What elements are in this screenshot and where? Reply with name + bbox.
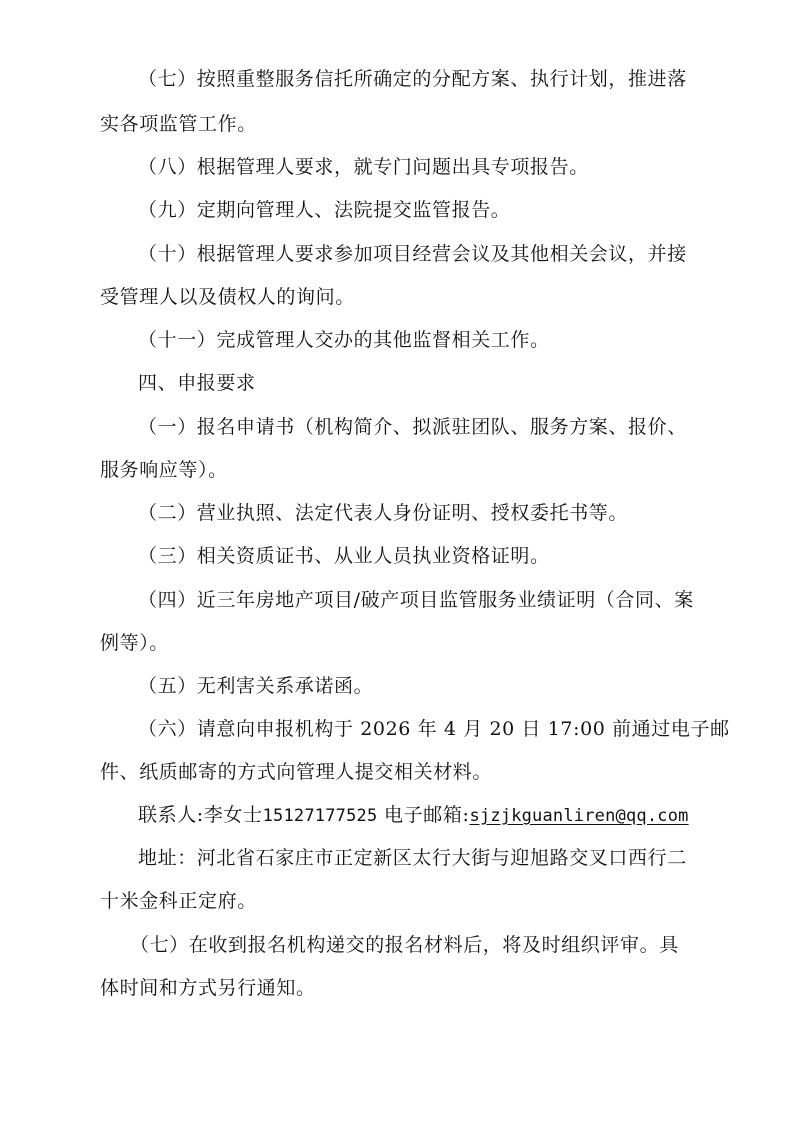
paragraph-line: （十一）完成管理人交办的其他监督相关工作。 <box>138 329 550 351</box>
paragraph-line: （七）按照重整服务信托所确定的分配方案、执行计划，推进落 <box>138 68 687 90</box>
paragraph-line: 实各项监管工作。 <box>100 113 257 135</box>
paragraph-line: （六）请意向申报机构于 2026 年 4 月 20 日 17:00 前通过电子邮 <box>138 718 730 740</box>
address-line: 十米金科正定府。 <box>100 890 257 912</box>
contact-line <box>138 802 689 829</box>
paragraph-line: （一）报名申请书（机构简介、拟派驻团队、服务方案、报价、 <box>138 416 687 438</box>
paragraph-line: （二）营业执照、法定代表人身份证明、授权委托书等。 <box>138 502 629 524</box>
paragraph-line: （五）无利害关系承诺函。 <box>138 675 374 697</box>
paragraph-line: （四）近三年房地产项目/破产项目监管服务业绩证明（合同、案 <box>138 589 694 611</box>
paragraph-line: （十）根据管理人要求参加项目经营会议及其他相关会议，并接 <box>138 243 687 265</box>
contact-phone: 15127177525 <box>262 806 378 826</box>
address-line: 地址：河北省石家庄市正定新区太行大街与迎旭路交叉口西行二 <box>138 847 687 869</box>
email-link[interactable]: sjzjkguanliren@qq.com <box>469 806 689 826</box>
paragraph-line: 件、纸质邮寄的方式向管理人提交相关材料。 <box>100 761 493 783</box>
paragraph-line: （三）相关资质证书、从业人员执业资格证明。 <box>138 545 550 567</box>
paragraph-line: 体时间和方式另行通知。 <box>100 977 316 999</box>
paragraph-line: 服务响应等）。 <box>100 459 228 481</box>
paragraph-line: 受管理人以及债权人的询问。 <box>100 286 355 308</box>
email-label: 电子邮箱: <box>384 804 470 826</box>
paragraph-line: （八）根据管理人要求，就专门问题出具专项报告。 <box>138 156 589 178</box>
contact-person: 联系人:李女士 <box>138 804 263 826</box>
section-heading: 四、申报要求 <box>138 372 256 394</box>
paragraph-line: （七）在收到报名机构递交的报名材料后，将及时组织评审。具 <box>130 934 679 956</box>
paragraph-line: （九）定期向管理人、法院提交监管报告。 <box>138 199 511 221</box>
paragraph-line: 例等）。 <box>100 632 169 654</box>
